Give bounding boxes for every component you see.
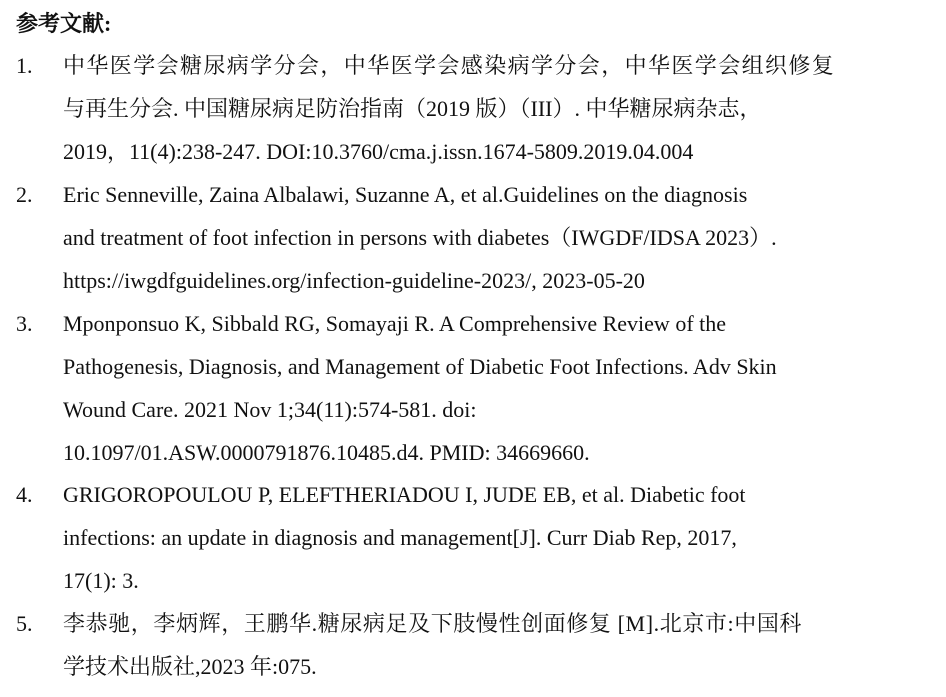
reference-line: and treatment of foot infection in persons with diabetes（IWGDF/IDSA 2023）.	[63, 225, 777, 250]
reference-number: 1.	[16, 53, 33, 78]
reference-line: 10.1097/01.ASW.0000791876.10485.d4. PMID: 34669660.	[63, 440, 590, 465]
reference-line: Wound Care. 2021 Nov 1;34(11):574-581. doi:	[63, 397, 477, 422]
reference-line: 17(1): 3.	[63, 568, 139, 593]
reference-line: 与再生分会. 中国糖尿病足防治指南（2019 版）（III）. 中华糖尿病杂志，	[63, 96, 762, 121]
reference-line: 李恭驰，李炳辉，王鹏华.糖尿病足及下肢慢性创面修复 [M].北京市:中国科	[63, 611, 803, 636]
reference-line: 2019，11(4):238-247. DOI:10.3760/cma.j.issn.1674-5809.2019.04.004	[63, 139, 694, 164]
reference-number: 4.	[16, 482, 33, 507]
reference-line: 学技术出版社,2023 年:075.	[63, 654, 317, 679]
reference-line: Mponponsuo K, Sibbald RG, Somayaji R. A Comprehensive Review of the	[63, 311, 727, 336]
reference-line: Pathogenesis, Diagnosis, and Management of Diabetic Foot Infections. Adv Skin	[63, 354, 777, 379]
reference-line: infections: an update in diagnosis and management[J]. Curr Diab Rep, 2017,	[63, 525, 737, 550]
reference-number: 3.	[16, 311, 33, 336]
reference-number: 5.	[16, 611, 33, 636]
reference-line: GRIGOROPOULOU P, ELEFTHERIADOU I, JUDE EB, et al. Diabetic foot	[63, 482, 746, 507]
reference-line: Eric Senneville, Zaina Albalawi, Suzanne A, et al.Guidelines on the diagnosis	[63, 182, 748, 207]
reference-line: https://iwgdfguidelines.org/infection-guideline-2023/, 2023-05-20	[63, 268, 645, 293]
references-heading: 参考文献:	[16, 11, 112, 36]
reference-number: 2.	[16, 182, 33, 207]
reference-line: 中华医学会糖尿病学分会，中华医学会感染病学分会，中华医学会组织修复	[63, 53, 836, 78]
